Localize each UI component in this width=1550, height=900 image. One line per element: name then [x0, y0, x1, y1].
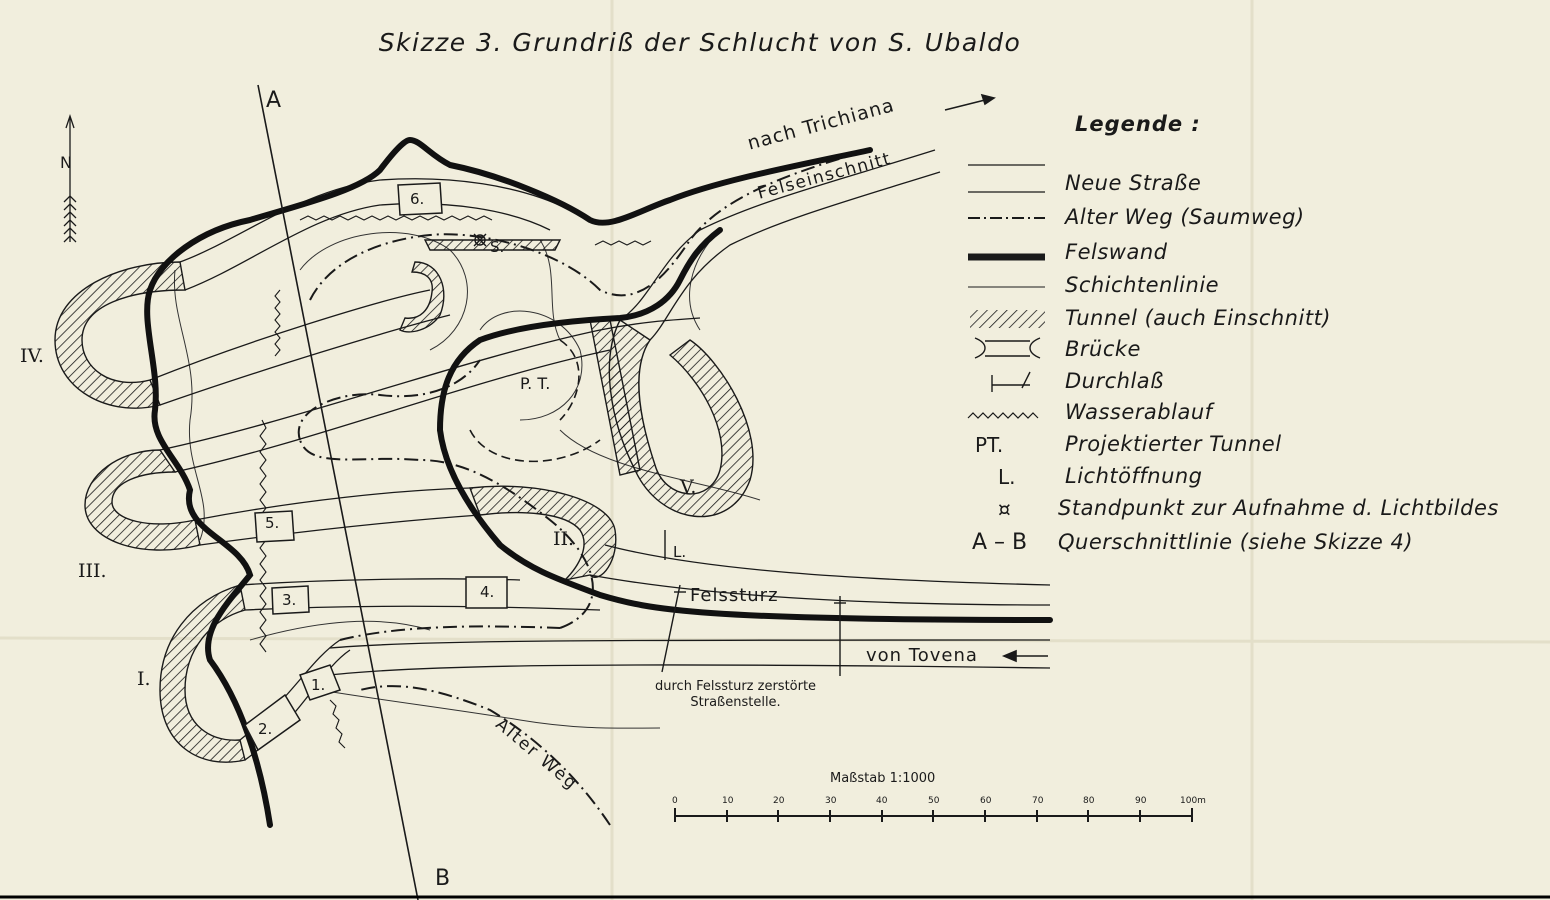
viewpoint-label: S. — [490, 238, 505, 256]
hairpin-label-iv: IV. — [20, 345, 44, 367]
tunnels — [55, 240, 753, 762]
scale-bar — [675, 808, 1192, 822]
scale-tick-label: 60 — [980, 796, 992, 806]
legend-road-symbol — [968, 165, 1045, 192]
destroyed-road-note: durch Felssturz zerstörte Straßenstelle. — [655, 679, 817, 710]
legend-label-bridge: Brücke — [1065, 337, 1141, 361]
legend-culvert-symbol — [992, 372, 1030, 392]
rock-cut-label: Felseinschnitt — [755, 148, 894, 204]
rockfall-label: Felssturz — [690, 585, 779, 606]
section-end-label: B — [435, 866, 451, 891]
hairpin-label-i: I. — [137, 668, 151, 690]
scale-tick-label: 0 — [672, 796, 678, 806]
scale-tick-label: 40 — [876, 796, 888, 806]
to-trichiana-label: nach Trichiana — [745, 94, 897, 155]
legend-label-light-opening: Lichtöffnung — [1065, 464, 1203, 488]
bridges — [245, 183, 507, 750]
scale-tick-label: 70 — [1032, 796, 1044, 806]
old-path — [299, 150, 870, 825]
projected-tunnel-label: P. T. — [520, 374, 551, 393]
section-start-label: A — [266, 88, 282, 113]
legend-tunnel-symbol — [970, 310, 1045, 328]
bridge-label-2: 2. — [258, 720, 273, 738]
hairpin-label-v: V. — [680, 476, 697, 498]
scale-caption: Maßstab 1:1000 — [830, 771, 936, 786]
map-title: Skizze 3. Grundriß der Schlucht von S. Ubaldo — [378, 28, 1022, 57]
bridge-label-4: 4. — [480, 583, 495, 601]
legend-key-viewpoint: ¤ — [998, 497, 1011, 521]
legend-key-a-b: A – B — [972, 530, 1028, 555]
legend-bridge-symbol — [975, 338, 1040, 358]
legend-label-runoff: Wasserablauf — [1065, 400, 1213, 424]
legend-label-viewpoint: Standpunkt zur Aufnahme d. Lichtbildes — [1058, 496, 1499, 520]
bridge-label-3: 3. — [282, 591, 297, 609]
legend-label-contour: Schichtenlinie — [1065, 273, 1220, 297]
scale-tick-label: 50 — [928, 796, 940, 806]
old-path-label: Alter Weg — [491, 714, 582, 795]
scale-tick-label: 80 — [1083, 796, 1095, 806]
legend-label-rock-wall: Felswand — [1065, 240, 1168, 264]
legend-key-pt: PT. — [975, 433, 1004, 457]
scale-tick-label: 90 — [1135, 796, 1147, 806]
scale-tick-label: 30 — [825, 796, 837, 806]
hairpin-label-iii: III. — [78, 560, 107, 582]
bridge-label-5: 5. — [265, 514, 280, 532]
legend-label-old-path: Alter Weg (Saumweg) — [1065, 205, 1305, 229]
light-opening-label: L. — [673, 543, 687, 561]
legend-heading: Legende : — [1075, 112, 1201, 136]
bridge-label-6: 6. — [410, 190, 425, 208]
legend-label-section: Querschnittlinie (siehe Skizze 4) — [1058, 530, 1414, 554]
hairpin-label-ii: II. — [553, 528, 575, 550]
legend-label-culvert: Durchlaß — [1065, 369, 1164, 393]
scale-tick-label: 100m — [1180, 796, 1206, 806]
direction-arrows — [945, 95, 1048, 661]
from-tovena-label: von Tovena — [866, 645, 978, 666]
north-arrow-icon — [64, 116, 76, 242]
legend-zigzag-symbol — [968, 413, 1038, 418]
scale-tick-label: 20 — [773, 796, 785, 806]
scale-tick-label: 10 — [722, 796, 734, 806]
legend-label-projected-tunnel: Projektierter Tunnel — [1065, 432, 1282, 456]
legend-key-l: L. — [998, 465, 1016, 489]
bridge-label-1: 1. — [311, 676, 326, 694]
legend-label-tunnel: Tunnel (auch Einschnitt) — [1065, 306, 1331, 330]
contour-lines — [174, 230, 760, 728]
legend-symbols — [968, 165, 1045, 418]
north-label: N — [60, 153, 72, 172]
legend-label-new-road: Neue Straße — [1065, 171, 1202, 195]
